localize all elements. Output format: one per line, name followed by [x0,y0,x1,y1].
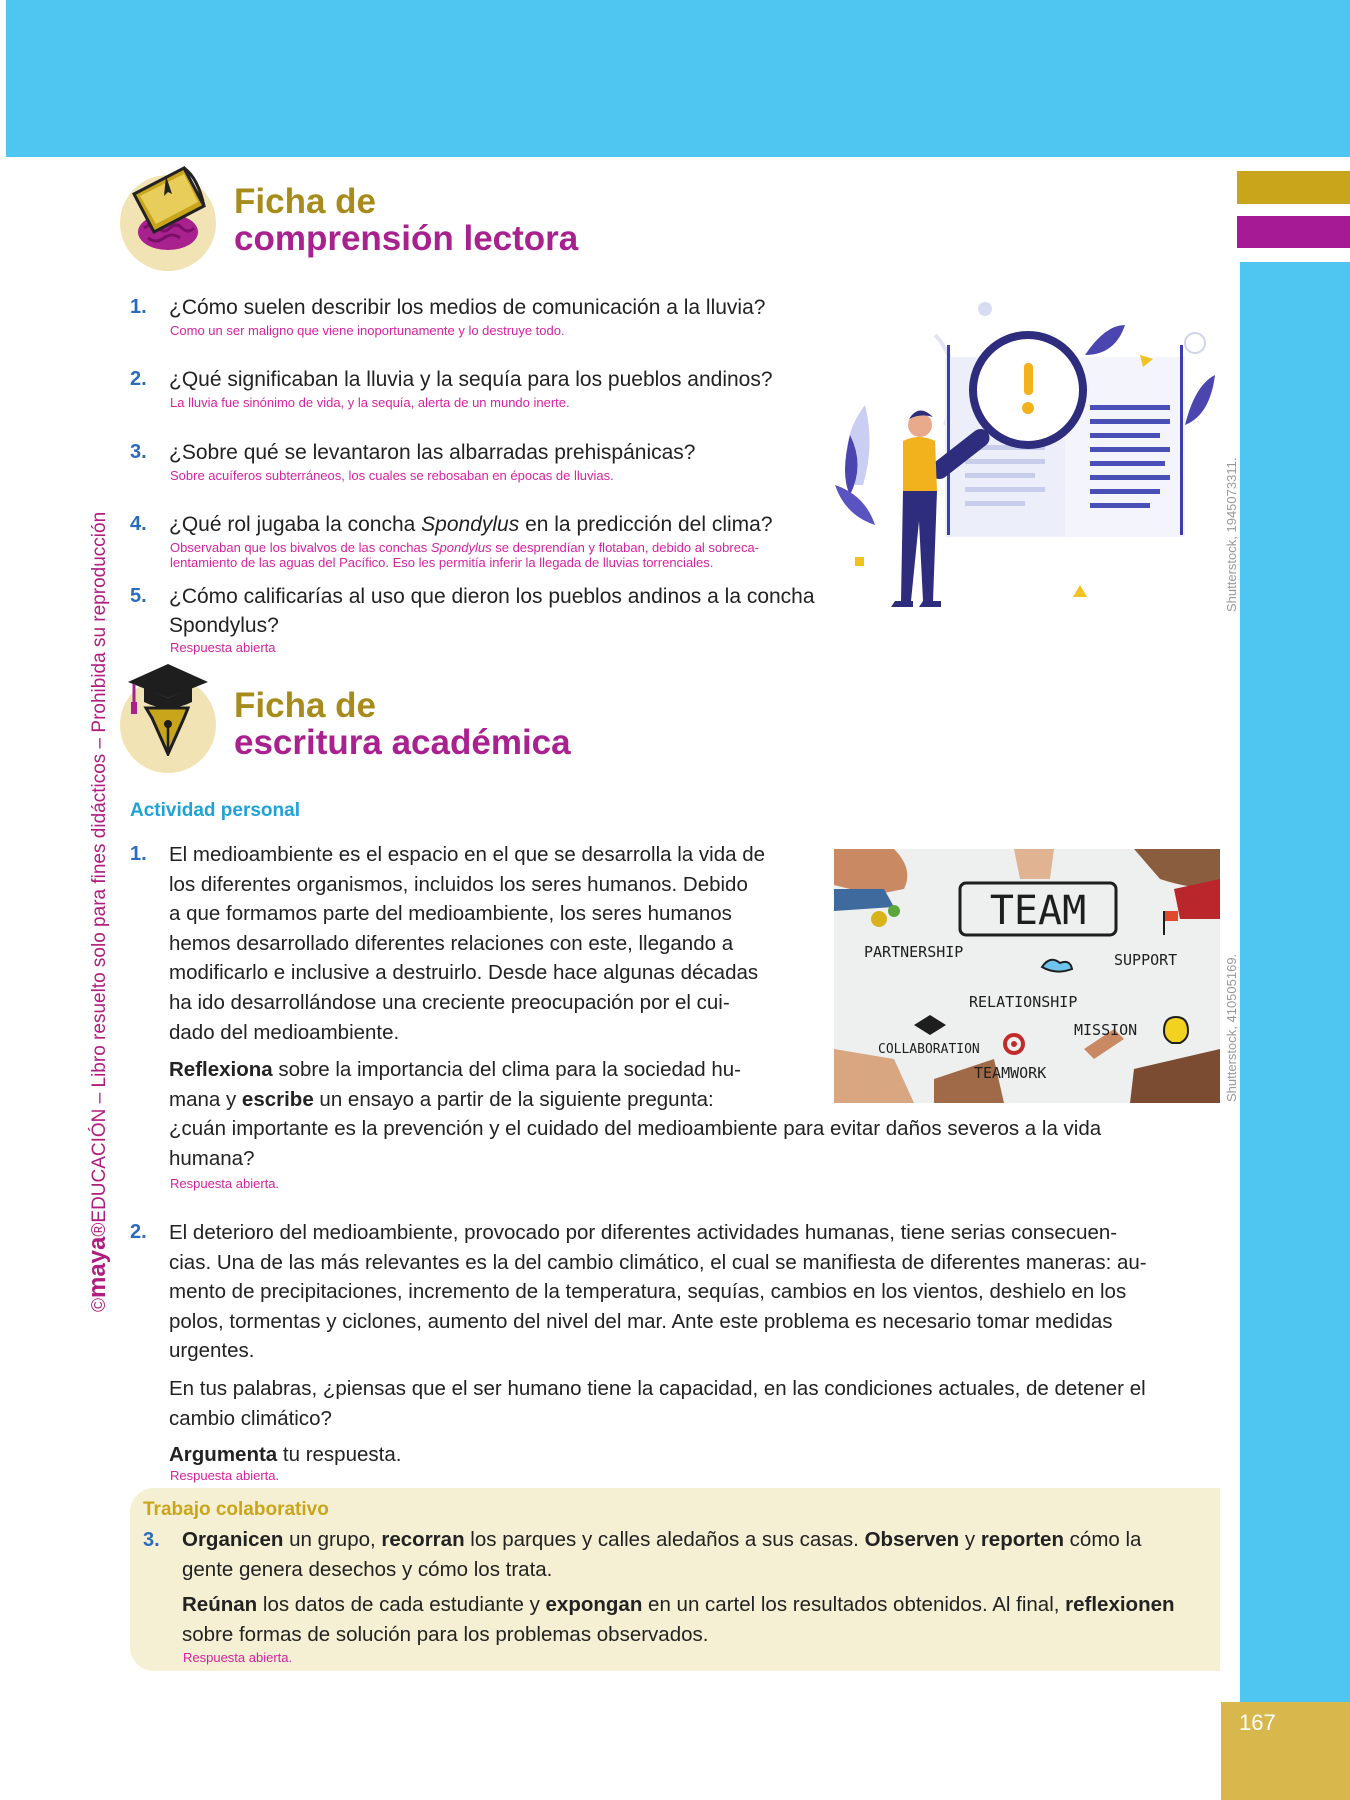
image-credit-1: Shutterstock, 1945073311. [1224,457,1239,612]
answer-text: Observaban que los bivalvos de las conchas Spondylus se desprendían y flotaban, debido al sobreca- [170,540,760,555]
reading-title-line1: Ficha de [234,182,376,221]
question-text-line2: Spondylus? [169,614,279,637]
top-header-band [6,0,1350,157]
writing-title-line2: escritura académica [234,723,571,762]
top-header-edge [0,0,6,157]
collaborative-heading: Trabajo colaborativo [143,1499,329,1520]
section-tab-magenta [1237,216,1350,248]
item-3-answer: Respuesta abierta. [183,1650,293,1665]
partnership-word: PARTNERSHIP [864,943,964,961]
personal-activity-heading: Actividad personal [130,800,300,821]
support-word: SUPPORT [1114,951,1178,969]
argue-verb: Argumenta [169,1443,278,1466]
item-2-prompt: En tus palabras, ¿piensas que el ser humano tiene la capacidad, en las condiciones actuales, de detener el cambio climático? [169,1377,1146,1430]
copyright-text: ®EDUCACIÓN – Libro resuelto solo para fines didácticos – Prohibida su reproducción [89,511,110,1237]
item-1-paragraph: El medioambiente es el espacio en el que se desarrolla la vida de los diferentes organismos, incluidos los seres humanos. Debido a que formamos parte del medioambiente, los seres humanos hemos desarrollado diferentes relaciones con este, llegando a modificarlo e inclusive a destruirlo. Desde hace algunas décadas ha ido desarrollándose una creciente preocupación por el cui- dado del medioambiente. [169,843,766,1044]
question-text: ¿Cómo calificarías al uso que dieron los pueblos andinos a la concha [169,585,815,608]
answer-text-line2: lentamiento de las aguas del Pacífico. Eso les permitía inferir la llegada de lluvias torrenciales. [170,555,714,570]
item-3-number: 3. [143,1529,160,1551]
question-text: ¿Sobre qué se levantaron las albarradas prehispánicas? [169,441,696,464]
teamwork-word: TEAMWORK [974,1064,1047,1082]
answer-text: Como un ser maligno que viene inoportunamente y lo destruye todo. [170,323,565,338]
team-collaboration-photo [834,849,1220,1103]
image-credit-2: Shutterstock, 410505169. [1224,953,1239,1102]
answer-text: Respuesta abierta [170,640,276,655]
graduation-pen-icon [122,660,212,756]
brand-name: maya [84,1236,111,1298]
question-text: ¿Qué rol jugaba la concha Spondylus en la predicción del clima? [169,513,773,536]
answer-text: Sobre acuíferos subterráneos, los cuales se rebosaban en épocas de lluvias. [170,468,614,483]
item-1-number: 1. [130,843,147,865]
item-2-argue: Argumenta tu respuesta. [169,1443,402,1466]
reading-section-title [234,183,578,257]
write-verb: escribe [241,1087,314,1111]
team-word: TEAM [989,888,1087,934]
writing-section-title [234,687,571,761]
question-number: 2. [130,368,147,390]
section-tab-gold [1237,171,1350,204]
item-1-answer: Respuesta abierta. [170,1176,280,1191]
answer-text: La lluvia fue sinónimo de vida, y la sequía, alerta de un mundo inerte. [170,395,570,410]
page-number: 167 [1239,1710,1276,1735]
question-text: ¿Qué significaban la lluvia y la sequía para los pueblos andinos? [169,368,773,391]
right-side-band [1240,262,1350,1702]
reading-title-line2: comprensión lectora [234,219,579,258]
item-3-paragraph: Organicen un grupo, recorran los parques y calles aledaños a sus casas. Observen y reporten cómo la gente genera desechos y cómo los trata. Reúnan los datos de cada estudiante y expongan en un cartel los resultados obtenidos. Al final, reflexionen sobre formas de solución para los problemas observados. [182,1528,1175,1646]
reflect-verb: Reflexiona [169,1058,273,1081]
copyright-note [78,312,118,1312]
relationship-word: RELATIONSHIP [969,993,1078,1011]
copyright-symbol: © [89,1298,110,1312]
book-brain-icon [126,162,212,254]
collaboration-word: COLLABORATION [878,1042,980,1057]
question-text: ¿Cómo suelen describir los medios de comunicación a la lluvia? [169,296,766,319]
question-number: 3. [130,441,147,463]
writing-title-line1: Ficha de [234,686,376,725]
question-number: 5. [130,585,147,607]
mission-word: MISSION [1074,1021,1138,1039]
item-2-paragraph: El deterioro del medioambiente, provocado por diferentes actividades humanas, tiene serias consecuen- cias. Una de las más relevantes es la del cambio climático, el cual se manifiesta de diferentes maneras: au- mento de precipitaciones, incremento de la temperatura, sequías, cambios en los vientos, deshielo en los polos, tormentas y ciclones, aumento del nivel del mar. Ante este problema es necesario tomar medidas urgentes. [169,1221,1147,1363]
item-2-number: 2. [130,1221,147,1243]
item-2-answer: Respuesta abierta. [170,1468,280,1483]
item-1-instruction: Reflexiona sobre la importancia del clima para la sociedad hu- mana y escribe un ensayo a partir de la siguiente pregunta: ¿cuán importante es la prevención y el cuidado del medioambiente para evitar daños severos a la vida humana? [169,1058,1102,1170]
magnifier-book-illustration [835,295,1230,615]
question-number: 1. [130,296,147,318]
question-number: 4. [130,513,147,535]
